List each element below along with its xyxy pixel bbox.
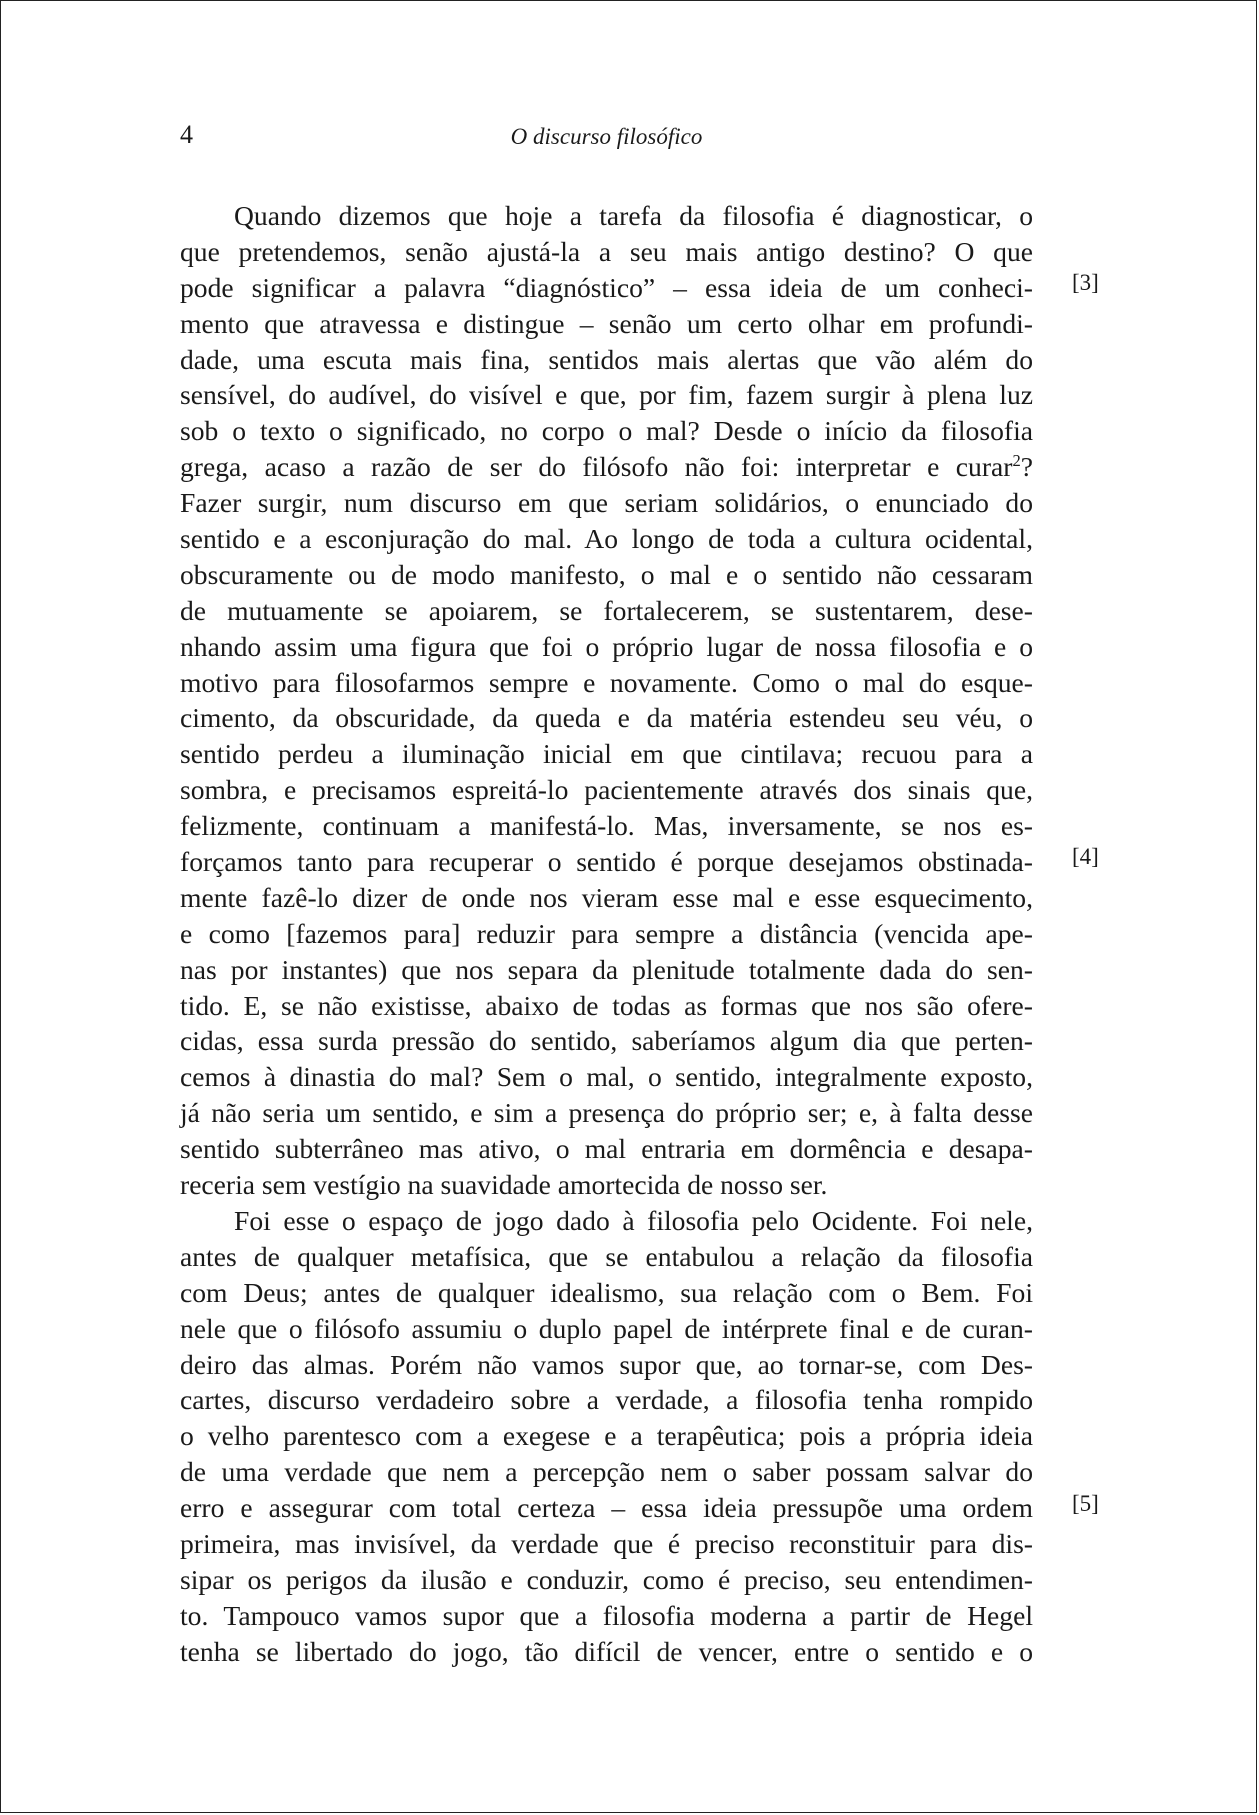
- text-line: to. Tampouco vamos supor que a filosofia moderna a partir de Hegel: [180, 1599, 1033, 1631]
- text-line: sob o texto o significado, no corpo o mal? Desde o início da filosofia: [180, 415, 1033, 447]
- page-number: 4: [180, 120, 193, 149]
- text-line: Fazer surgir, num discurso em que seriam solidários, o enunciado do: [180, 487, 1033, 519]
- text-line: nas por instantes) que nos separa da plenitude totalmente dada do sen-: [180, 953, 1033, 985]
- text-line: que pretendemos, senão ajustá-la a seu mais antigo destino? O que: [180, 235, 1033, 267]
- text-line: forçamos tanto para recuperar o sentido é porque desejamos obstinada-: [180, 846, 1033, 878]
- text-line: mente fazê-lo dizer de onde nos vieram esse mal e esse esquecimento,: [180, 881, 1033, 913]
- text-line: o velho parentesco com a exegese e a terapêutica; pois a própria ideia: [180, 1420, 1033, 1452]
- body-text: [180, 198, 1033, 1670]
- text-line-segment: grega, acaso a razão de ser do filósofo não foi: interpretar e curar: [180, 451, 1013, 483]
- text-line: tenha se libertado do jogo, tão difícil de vencer, entre o sentido e o: [180, 1635, 1033, 1667]
- text-line: Foi esse o espaço de jogo dado à filosofia pelo Ocidente. Foi nele,: [234, 1204, 1033, 1236]
- text-line: de uma verdade que nem a percepção nem o saber possam salvar do: [180, 1456, 1033, 1488]
- text-line: sentido e a esconjuração do mal. Ao longo de toda a cultura ocidental,: [180, 523, 1033, 555]
- text-line: mento que atravessa e distingue – senão um certo olhar em profundi-: [180, 307, 1033, 339]
- text-line: grega, acaso a razão de ser do filósofo não foi: interpretar e curar$^2$?: [180, 451, 1033, 483]
- text-line: cemos à dinastia do mal? Sem o mal, o sentido, integralmente exposto,: [180, 1061, 1033, 1093]
- text-line: erro e assegurar com total certeza – essa ideia pressupõe uma ordem: [180, 1492, 1033, 1524]
- text-line: cimento, da obscuridade, da queda e da matéria estendeu seu véu, o: [180, 702, 1033, 734]
- text-line: já não seria um sentido, e sim a presença do próprio ser; e, à falta desse: [180, 1097, 1033, 1129]
- text-line: dade, uma escuta mais fina, sentidos mais alertas que vão além do: [180, 343, 1033, 375]
- text-line: deiro das almas. Porém não vamos supor que, ao tornar-se, com Des-: [180, 1348, 1033, 1380]
- text-line: cidas, essa surda pressão do sentido, saberíamos algum dia que perten-: [180, 1025, 1033, 1057]
- running-title: O discurso filosófico: [510, 124, 703, 149]
- text-line: receria sem vestígio na suavidade amortecida de nosso ser.: [180, 1169, 828, 1201]
- text-line: sombra, e precisamos espreitá-lo pacientemente através dos sinais que,: [180, 774, 1033, 806]
- text-line: primeira, mas invisível, da verdade que é preciso reconstituir para dis-: [180, 1527, 1033, 1559]
- text-line: antes de qualquer metafísica, que se entabulou a relação da filosofia: [180, 1240, 1033, 1272]
- text-line: Quando dizemos que hoje a tarefa da filosofia é diagnosticar, o: [234, 200, 1033, 231]
- text-line: obscuramente ou de modo manifesto, o mal e o sentido não cessaram: [180, 558, 1033, 590]
- text-line: de mutuamente se apoiarem, se fortalecerem, se sustentarem, dese-: [180, 594, 1033, 626]
- text-line: sentido perdeu a iluminação inicial em que cintilava; recuou para a: [180, 738, 1033, 770]
- text-line: com Deus; antes de qualquer idealismo, sua relação com o Bem. Foi: [180, 1276, 1033, 1308]
- text-line: motivo para filosofarmos sempre e novamente. Como o mal do esque-: [180, 666, 1033, 698]
- footnote-marker: 2: [1012, 451, 1021, 471]
- text-line: pode significar a palavra “diagnóstico” – essa ideia de um conheci-: [180, 271, 1033, 303]
- text-line: sentido subterrâneo mas ativo, o mal entraria em dormência e desapa-: [180, 1133, 1033, 1165]
- text-line: sensível, do audível, do visível e que, por fim, fazem surgir à plena luz: [180, 379, 1033, 411]
- text-line: e como [fazemos para] reduzir para sempre a distância (vencida ape-: [180, 917, 1033, 949]
- text-line: sipar os perigos da ilusão e conduzir, como é preciso, seu entendimen-: [180, 1563, 1033, 1595]
- margin-reference: [3]: [1072, 270, 1099, 295]
- margin-reference: [4]: [1072, 844, 1099, 869]
- text-line: cartes, discurso verdadeiro sobre a verdade, a filosofia tenha rompido: [180, 1384, 1033, 1416]
- margin-reference: [5]: [1072, 1491, 1099, 1516]
- text-line: felizmente, continuam a manifestá-lo. Mas, inversamente, se nos es-: [180, 810, 1033, 842]
- text-line: nele que o filósofo assumiu o duplo papel de intérprete final e de curan-: [180, 1312, 1033, 1344]
- text-line: tido. E, se não existisse, abaixo de todas as formas que nos são ofere-: [180, 989, 1033, 1021]
- text-line: nhando assim uma figura que foi o próprio lugar de nossa filosofia e o: [180, 630, 1033, 662]
